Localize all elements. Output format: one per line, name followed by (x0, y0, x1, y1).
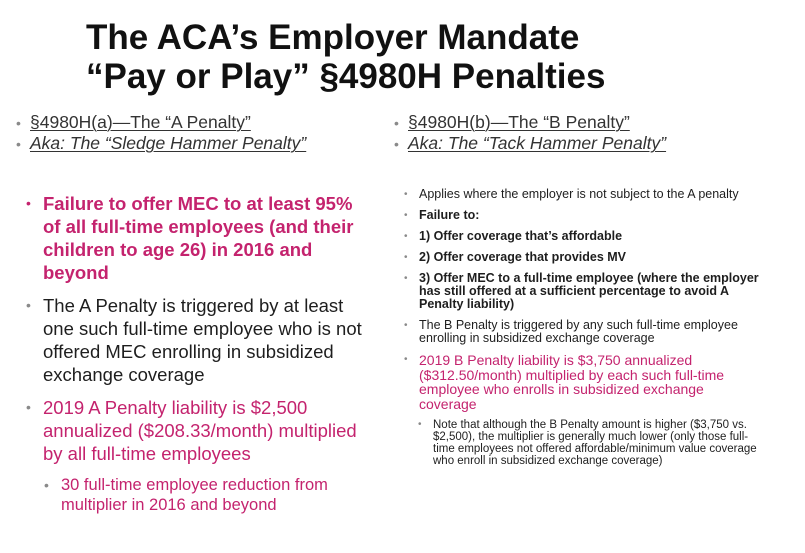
bullet-icon: • (26, 297, 31, 313)
bullet-icon: • (404, 354, 408, 365)
b-penalty-details (404, 188, 760, 475)
b-penalty-failure-label: Failure to: (419, 208, 480, 222)
a-penalty-liability-text: 2019 A Penalty liability is $2,500 annualized ($208.33/month) multiplied by all full-time employees (43, 397, 357, 464)
bullet-icon: • (26, 195, 31, 211)
right-column-header (394, 112, 754, 154)
b-penalty-mv-text: 2) Offer coverage that provides MV (419, 250, 627, 264)
list-item (44, 475, 366, 515)
b-penalty-mec-text: 3) Offer MEC to a full-time employee (where the employer has still offered at a sufficient percentage to avoid A Penalty liability) (419, 271, 759, 311)
bullet-icon: • (404, 210, 408, 221)
list-item (404, 272, 760, 311)
a-penalty-reduction-text: 30 full-time employee reduction from multiplier in 2016 and beyond (61, 476, 328, 514)
bullet-icon: • (394, 136, 399, 152)
bullet-icon: • (44, 477, 49, 493)
slide-title (86, 18, 786, 96)
bullet-icon: • (404, 189, 408, 200)
list-item (26, 192, 366, 284)
list-item (404, 353, 760, 411)
list-item (404, 230, 760, 243)
b-penalty-note-text: Note that although the B Penalty amount is higher ($3,750 vs. $2,500), the multiplier is generally much lower (only those full-time employees not offered affordable/minimum value coverage who enroll in subsidized exchange coverage) (433, 419, 757, 467)
b-penalty-liability-text: 2019 B Penalty liability is $3,750 annualized ($312.50/month) multiplied by each such full-time employee who enrolls in subsidized exchange coverage (419, 352, 725, 412)
list-item (26, 396, 366, 465)
b-penalty-applies-text: Applies where the employer is not subject to the A penalty (419, 187, 739, 201)
bullet-icon: • (16, 115, 21, 131)
a-penalty-aka: Aka: The “Sledge Hammer Penalty” (30, 133, 307, 153)
bullet-icon: • (404, 231, 408, 242)
bullet-icon: • (404, 320, 408, 331)
list-item (404, 319, 760, 345)
list-item (418, 419, 760, 467)
b-penalty-heading: §4980H(b)—The “B Penalty” (408, 112, 630, 132)
list-item (26, 294, 366, 386)
bullet-icon: • (418, 419, 422, 430)
a-penalty-trigger-text: The A Penalty is triggered by at least one such full-time employee who is not offered MEC enrolling in subsidized exchange coverage (43, 295, 362, 385)
a-penalty-heading: §4980H(a)—The “A Penalty” (30, 112, 251, 132)
title-line-1: The ACA’s Employer Mandate (86, 18, 580, 57)
a-penalty-failure-text: Failure to offer MEC to at least 95% of all full-time employees (and their children to age 26) in 2016 and beyond (43, 193, 354, 283)
title-line-2: “Pay or Play” §4980H Penalties (86, 57, 606, 96)
list-item (404, 209, 760, 222)
b-penalty-aka: Aka: The “Tack Hammer Penalty” (408, 133, 667, 153)
bullet-icon: • (16, 136, 21, 152)
list-item (404, 188, 760, 201)
b-penalty-affordable-text: 1) Offer coverage that’s affordable (419, 229, 623, 243)
bullet-icon: • (404, 273, 408, 284)
list-item (404, 251, 760, 264)
a-penalty-details (26, 192, 366, 525)
bullet-icon: • (394, 115, 399, 131)
bullet-icon: • (26, 399, 31, 415)
b-penalty-trigger-text: The B Penalty is triggered by any such full-time employee enrolling in subsidized exchange coverage (419, 318, 738, 345)
left-column-header (16, 112, 376, 154)
bullet-icon: • (404, 252, 408, 263)
